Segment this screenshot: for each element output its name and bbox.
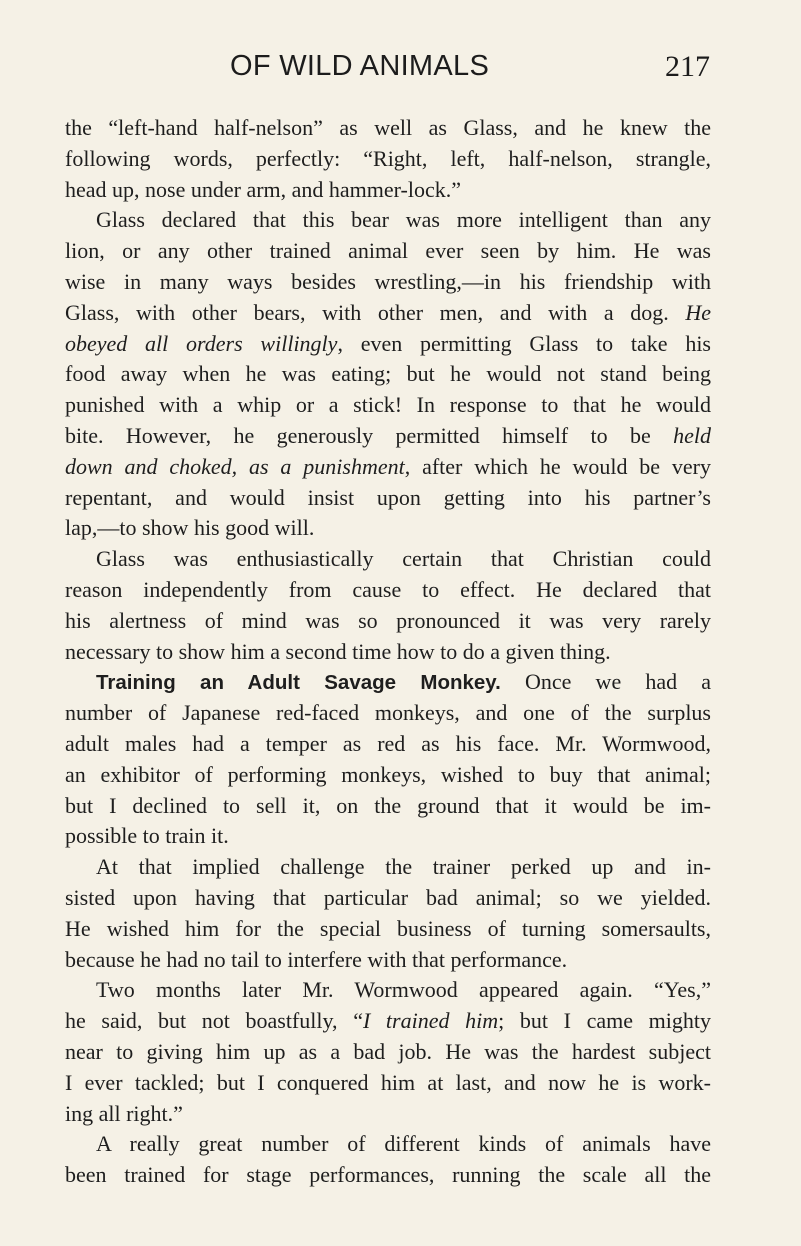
text-line	[65, 483, 711, 514]
text-line	[65, 421, 711, 452]
text-segment: wise in many ways besides wrestling,—in his friendship with	[65, 268, 711, 294]
text-line	[65, 698, 711, 729]
text-segment: A really great number of different kinds of animals have	[96, 1131, 711, 1157]
text-segment: At that implied challenge the trainer perked up and in-	[96, 854, 711, 880]
text-segment: Glass was enthusiastically certain that Christian could	[96, 546, 711, 572]
text-line	[65, 113, 711, 144]
text-segment: , even permitting Glass to take his	[337, 330, 711, 356]
text-line	[65, 1160, 711, 1191]
text-line	[65, 329, 711, 360]
text-line	[65, 1006, 711, 1037]
text-line	[65, 667, 711, 698]
text-segment: Glass, with other bears, with other men, and with a dog.	[65, 299, 686, 325]
text-line	[65, 883, 711, 914]
text-segment: head up, nose under arm, and hammer-lock.”	[65, 176, 462, 202]
text-line	[65, 1099, 711, 1130]
text-line	[65, 791, 711, 822]
text-line	[65, 606, 711, 637]
text-line	[65, 236, 711, 267]
text-line	[65, 452, 711, 483]
text-segment: punished with a whip or a stick! In response to that he would	[65, 392, 711, 418]
text-segment: necessary to show him a second time how to do a given thing.	[65, 638, 611, 664]
text-segment: an exhibitor of performing monkeys, wished to buy that animal;	[65, 761, 711, 787]
text-line	[65, 760, 711, 791]
text-segment: food away when he was eating; but he would not stand being	[65, 361, 711, 387]
text-segment: but I declined to sell it, on the ground that it would be im-	[65, 792, 711, 818]
text-segment: obeyed all orders willingly	[65, 330, 338, 356]
text-segment: reason independently from cause to effect. He declared that	[65, 576, 711, 602]
text-segment: adult males had a temper as red as his face. Mr. Wormwood,	[65, 730, 711, 756]
text-line	[65, 267, 711, 298]
text-segment: repentant, and would insist upon getting into his partner’s	[65, 484, 711, 510]
text-line	[65, 359, 711, 390]
text-segment: near to giving him up as a bad job. He was the hardest subject	[65, 1038, 711, 1064]
text-segment: He wished him for the special business of turning somersaults,	[65, 915, 711, 941]
text-segment: I trained him	[362, 1008, 499, 1034]
text-line	[65, 1129, 711, 1160]
text-segment: down and choked, as a punishment	[65, 453, 405, 479]
text-segment: I ever tackled; but I conquered him at last, and now he is work-	[65, 1069, 711, 1095]
text-line	[65, 390, 711, 421]
text-segment: bite. However, he generously permitted himself to be	[65, 422, 674, 448]
text-line	[65, 513, 711, 544]
text-segment: he said, but not boastfully, “	[65, 1008, 363, 1034]
text-segment: lion, or any other trained animal ever seen by him. He was	[65, 238, 711, 264]
text-line	[65, 175, 711, 206]
body-text	[65, 113, 711, 1191]
text-segment: Glass declared that this bear was more intelligent than any	[96, 207, 711, 233]
text-line	[65, 205, 711, 236]
text-line	[65, 298, 711, 329]
text-segment: possible to train it.	[65, 823, 229, 849]
text-segment: following words, perfectly: “Right, left, half-nelson, strangle,	[65, 145, 711, 171]
section-heading: Training an Adult Savage Monkey.	[96, 671, 501, 695]
text-line	[65, 144, 711, 175]
text-segment: ; but I came mighty	[498, 1008, 711, 1034]
text-segment: his alertness of mind was so pronounced it was very rarely	[65, 607, 711, 633]
page-number: 217	[665, 50, 710, 83]
text-segment: Once we had a	[500, 669, 711, 695]
text-line	[65, 1037, 711, 1068]
text-line	[65, 544, 711, 575]
text-segment: because he had no tail to interfere with that performance.	[65, 946, 568, 972]
text-segment: sisted upon having that particular bad animal; so we yielded.	[65, 884, 711, 910]
text-segment: the “left-hand half-nelson” as well as Glass, and he knew the	[65, 115, 711, 140]
text-segment: lap,—to show his good will.	[65, 515, 315, 541]
text-segment: number of Japanese red-faced monkeys, and one of the surplus	[65, 700, 711, 726]
text-segment: been trained for stage performances, running the scale all the	[65, 1162, 711, 1188]
text-segment: He	[685, 299, 711, 325]
running-head: OF WILD ANIMALS	[230, 50, 490, 82]
text-segment: , after which he would be very	[404, 453, 711, 479]
text-line	[65, 1068, 711, 1099]
text-segment: held	[673, 422, 711, 448]
text-line	[65, 914, 711, 945]
text-line	[65, 637, 711, 668]
text-line	[65, 575, 711, 606]
text-segment: ing all right.”	[65, 1100, 183, 1126]
text-segment: Two months later Mr. Wormwood appeared again. “Yes,”	[96, 977, 711, 1003]
text-line	[65, 945, 711, 976]
text-line	[65, 852, 711, 883]
page-header	[230, 50, 710, 94]
text-line	[65, 821, 711, 852]
text-line	[65, 975, 711, 1006]
text-line	[65, 729, 711, 760]
